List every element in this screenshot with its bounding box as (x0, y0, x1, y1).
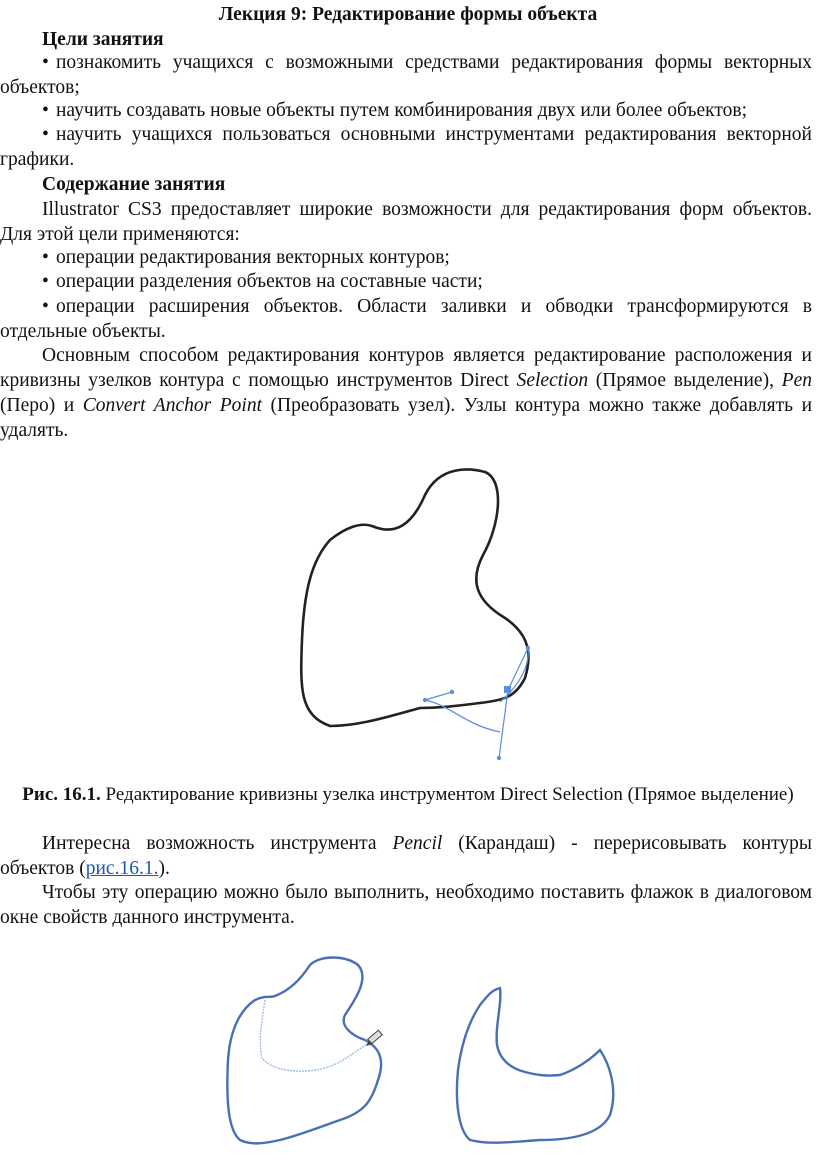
lecture-title: Лекция 9: Редактирование формы объекта (218, 4, 598, 25)
handle-point-2 (497, 756, 501, 760)
figure-caption: Рис. 16.1. Редактирование кривизны узелка инструментом Direct Selection (Прямое выделение) (22, 784, 794, 805)
goal-item-1: • познакомить учащихся с возможными средствами редактирования формы векторных объектов; (0, 52, 812, 98)
handle-point-1 (450, 690, 454, 694)
figure-direct-selection (0, 440, 816, 770)
goal-item-3: • научить учащихся пользоваться основными инструментами редактирования векторной графики. (0, 124, 812, 170)
pencil-shape-after (457, 988, 613, 1143)
figure-pencil-redraw (0, 950, 816, 1170)
goal-item-2: • научить создавать новые объекты путем комбинирования двух или более объектов; (42, 100, 748, 121)
checkbox-paragraph: Чтобы эту операцию можно было выполнить, необходимо поставить флажок в диалоговом окне свойств данного инструмента. (0, 882, 812, 928)
operation-item-1: • операции редактирования векторных контуров; (42, 247, 450, 268)
content-heading: Содержание занятия (42, 174, 226, 195)
intro-paragraph: Illustrator CS3 предоставляет широкие возможности для редактирования форм объектов. Для этой цели применяются: (0, 199, 812, 245)
handle-point-4 (423, 698, 427, 702)
operation-item-2: • операции разделения объектов на составные части; (42, 271, 483, 292)
main-paragraph: Основным способом редактирования контуров является редактирование расположения и кривизны узелков контура с помощью инструментов Direct Selection (Прямое выделение), Pen (Перо) и Convert Anchor Point (Преобразовать узел). Узлы контура можно также добавлять и удалять. (0, 345, 813, 441)
pencil-icon (366, 1030, 382, 1046)
goals-heading: Цели занятия (42, 29, 164, 50)
pencil-paragraph: Интересна возможность инструмента Pencil (Карандаш) - перерисовывать контуры объектов (рис.16.1.). (0, 833, 812, 879)
operation-item-3: • операции расширения объектов. Области заливки и обводки трансформируются в отдельные объекты. (0, 296, 812, 342)
anchor-point (504, 686, 511, 693)
figure-link[interactable]: рис.16.1. (85, 858, 159, 879)
handle-line-left (425, 692, 452, 700)
shape-outline (301, 470, 528, 726)
handle-point-3 (526, 646, 530, 650)
